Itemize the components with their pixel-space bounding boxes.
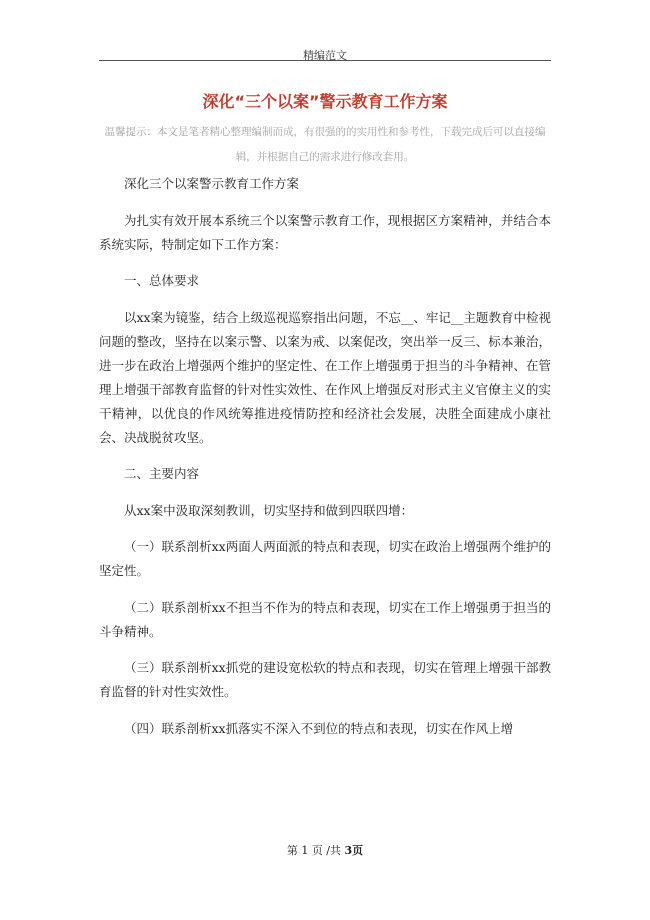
header-label: 精编范文 (303, 49, 347, 62)
header-divider (99, 60, 551, 61)
footer-prefix: 第 (286, 844, 298, 857)
body-paragraph: 从xx案中汲取深刻教训，切实坚持和做到四联四增： (124, 502, 414, 518)
list-item: （二）联系剖析xx不担当不作为的特点和表现，切实在工作上增强勇于担当的斗争精神。 (99, 599, 551, 639)
footer-total-pages: 3 (344, 844, 353, 857)
list-item: （四）联系剖析xx抓落实不深入不到位的特点和表现，切实在作风上增 (124, 720, 514, 736)
page-footer (0, 842, 650, 858)
footer-page-number: 1 (301, 844, 309, 857)
section-heading: 一、总体要求 (124, 273, 200, 288)
list-item: （三）联系剖析xx抓党的建设宽松软的特点和表现，切实在管理上增强干部教育监督的针对性实效性。 (99, 660, 551, 699)
section-heading: 二、主要内容 (124, 466, 200, 481)
body-subtitle: 深化三个以案警示教育工作方案 (124, 176, 300, 191)
tips-note: 温馨提示：本文是笔者精心整理编制而成，有很强的的实用性和参考性，下载完成后可以直接编辑，并根据自己的需求进行修改套用。 (104, 126, 546, 163)
body-paragraph: 以xx案为镜鉴，结合上级巡视巡察指出问题，不忘__、牢记__主题教育中检视问题的整改，坚持在以案示警、以案为戒、以案促改，突出举一反三、标本兼治，进一步在政治上增强两个维护的坚定性、在工作上增强勇于担当的斗争精神、在管理上增强干部教育监督的针对性实效性、在作风上增强反对形式主义官僚主义的实干精神，以优良的作风统筹推进疫情防控和经济社会发展，决胜全面建成小康社会、决战脱贫攻坚。 (99, 309, 551, 445)
list-item: （一）联系剖析xx两面人两面派的特点和表现，切实在政治上增强两个维护的坚定性。 (99, 539, 551, 578)
document-title: 深化“三个以案”警示教育工作方案 (202, 92, 448, 111)
footer-middle: 页 /共 (311, 844, 342, 857)
document-body (99, 172, 551, 753)
footer-suffix: 页 (352, 844, 364, 857)
body-paragraph: 为扎实有效开展本系统三个以案警示教育工作，现根据区方案精神，并结合本系统实际，特制定如下工作方案： (99, 212, 551, 252)
